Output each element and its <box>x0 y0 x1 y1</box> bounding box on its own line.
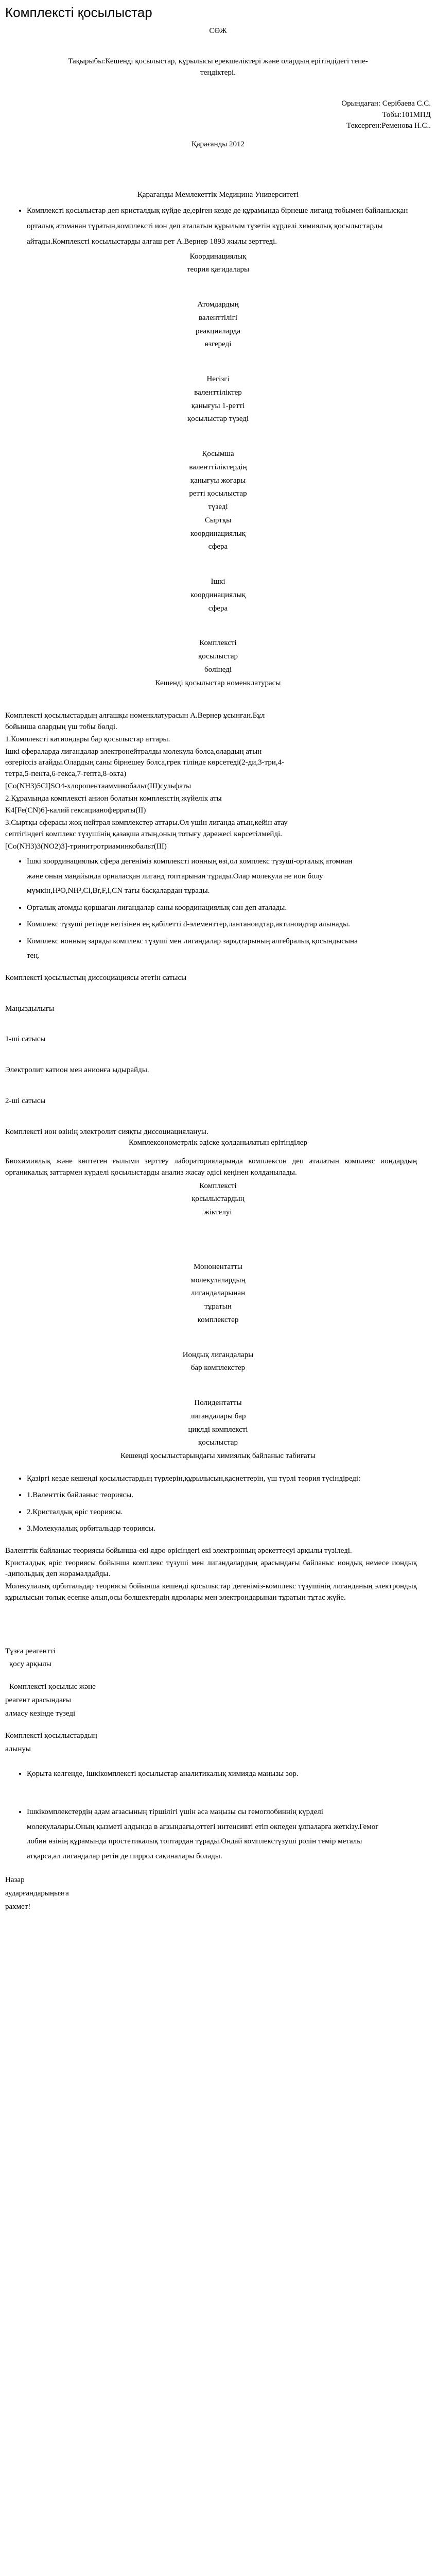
schema-line: бар комплекстер <box>190 1364 246 1372</box>
schema-line: сфера <box>208 543 228 551</box>
classification-bullet: • Комплекс ионның заряды комплекс түзуші мен лигандалар зарядтарының алгебралық қосындысына тең. <box>27 934 367 963</box>
schema-line: жіктелуі <box>204 1208 232 1217</box>
nomenclature-line: [Co(NH3)5Cl]SO4-хлоропентааммикобальт(III)сульфаты <box>5 782 191 790</box>
stage-2-label: 2-ші сатысы <box>5 1096 46 1105</box>
tail-line: Комплексті қосылыстардың <box>5 1732 97 1740</box>
tail-line: Комплексті қосылыс және <box>9 1683 96 1691</box>
nomenclature-line: [Co(NH3)3(NO2)3]-тринитротриаминкобальт(III) <box>5 842 167 851</box>
schema-line: тұратын <box>204 1302 232 1311</box>
schema-group <box>141 577 295 614</box>
schema-line: Кешенді қосылыстар номенклатурасы <box>155 679 281 687</box>
theories-section <box>5 1546 417 1604</box>
schema-line: түзеді <box>208 503 228 512</box>
schema-line: валенттілігі <box>198 313 238 322</box>
stage-1-text: Электролит катион мен анионға ыдырайды. <box>5 1066 149 1075</box>
schema-group <box>141 1262 295 1326</box>
schema-line: Қосымша <box>202 450 234 459</box>
schema-line: лигандаларынан <box>190 1289 246 1298</box>
tail-line: алынуы <box>5 1745 31 1754</box>
nomenclature-line: 2.Құрамында комплексті анион болатын комплекстің жүйелік аты <box>5 794 222 803</box>
biochemistry-paragraph: Биохимиялық және көптеген ғылыми зерттеу лабораторияларында комплексон деп аталатын комплекс иондардың органикалық заттармен күрделі қосылыстарды анализ жасау әдісі кеңінен қолданылады. <box>5 1157 417 1177</box>
schema-line: қанығуы 1-ретті <box>191 401 245 410</box>
schema-line: реакцияларда <box>196 327 240 335</box>
schema-block-1 <box>141 251 295 689</box>
schema-line: Иондық лигандалары <box>182 1350 254 1359</box>
schema-line: Ішкі <box>211 578 225 586</box>
schema-line: Комплексті <box>199 639 237 648</box>
schema-line: валенттіліктердің <box>189 463 247 471</box>
nomenclature-line: Комплексті қосылыстардың алғашқы номенклатурасын А.Вернер ұсынған.Бұл бойынша олардың үш тобы бөлді. <box>5 711 265 732</box>
tail-line: реагент арасындағы <box>5 1696 72 1704</box>
schema-group <box>141 251 295 276</box>
schema-line: сфера <box>208 604 228 613</box>
schema-line: лигандалары бар <box>190 1412 246 1420</box>
theory-paragraph: Кристалдық өріс теориясы бойынша комплекс түзуші мен лигандалардың арасындағы байланыс иондық немесе иондық -дипольдық деп жорамалдайды. <box>5 1558 417 1579</box>
schema-line: валенттіліктер <box>194 388 242 397</box>
cover-checker: Тексерген:Ременова Н.С.. <box>346 122 431 130</box>
bond-bullet: • Қазіргі кезде кешенді қосылыстардың түрлерін,құрылысын,қасиеттерін, үш түрлі теория түсіндіреді: <box>27 1471 387 1486</box>
schema-line: Сыртқы <box>204 516 232 524</box>
tail-schema <box>5 1646 431 1755</box>
schema-line: өзгереді <box>204 340 232 349</box>
schema-line: молекулалардың <box>190 1276 246 1284</box>
schema-line: теория қағидалары <box>186 265 250 274</box>
document-title: Комплексті қосылыстар <box>5 5 152 20</box>
schema-group <box>141 449 295 553</box>
schema-group <box>141 1350 295 1375</box>
schema-line: қосылыстар <box>198 652 238 661</box>
intro-bullet: • Комплексті қосылыстар деп кристалдық күйде де,еріген кезде де құрамында бірнеше лиганд тобымен байланысқан орталық атоманан тұратын,комплексті ион деп аталатын құрылым түзетін күрделі химиялық қосылыстарды айтады.Комплексті қосылыстарды алғаш рет А.Вернер 1893 жылы зерттеді. <box>27 203 431 249</box>
bond-bullet: • 1.Валенттік байланыс теориясы. <box>27 1488 387 1503</box>
bond-bullet: • 2.Кристалдық өріс теориясы. <box>27 1505 387 1520</box>
classification-list <box>20 854 367 963</box>
nomenclature-section <box>5 710 293 852</box>
cover-subtitle: СӨЖ <box>209 26 227 35</box>
schema-line: бөлінеді <box>204 665 232 674</box>
schema-line: Атомдардың <box>197 300 239 309</box>
theory-paragraph: Молекулалық орбитальдар теориясы бойынша кешенді қосылыстар дегеніміз-комплекс түзушінің лиганданың электрондық құрылысын толық есепке алып,осы бөлшектердің ядролары мен электрондарынан тұратын тұтас жүйе. <box>5 1582 417 1602</box>
bond-bullet: • 3.Молекулалық орбитальдар теориясы. <box>27 1521 387 1536</box>
classification-bullet: • Орталық атомды қоршаған лигандалар саны координациялық сан деп аталады. <box>27 901 367 916</box>
schema-line: Полидентатты <box>194 1399 242 1408</box>
schema-group <box>141 1181 295 1218</box>
schema-line: Негізгі <box>206 375 230 384</box>
schema-group <box>141 299 295 350</box>
schema-line: комплекстер <box>197 1315 239 1324</box>
schema-line: Координациялық <box>189 252 247 261</box>
complexometry-heading: Комплексонометрлік әдіске қолданылатын ерітінділер <box>129 1139 307 1147</box>
conclusion-list-2 <box>20 1805 387 1863</box>
stage-1-label: 1-ші сатысы <box>5 1035 46 1044</box>
schema-line: ретті қосылыстар <box>189 489 247 498</box>
nomenclature-line: K4[Fe(CN)6]-калий гексацианоферраты(II) <box>5 806 146 815</box>
conclusion-list <box>20 1767 387 1782</box>
closing-line: Назар <box>5 1876 25 1885</box>
cover-topic: Тақырыбы:Кешенді қосылыстар, құрылысы ерекшеліктері және олардың ерітіндідегі тепе-теңдіктері. <box>68 57 368 77</box>
closing-line: аударғандарыңызға <box>5 1889 69 1898</box>
intro-list <box>20 203 431 249</box>
tail-line: алмасу кезінде түзеді <box>5 1709 76 1718</box>
schema-group <box>141 638 295 689</box>
conclusion-bullet: • Ішкікомплекстердің адам ағзасының тіршілігі үшін аса маңызы сы гемоглобиннің күрделі молекулалары.Оның қызметі алдында в ағзындағы,оттегі интенсивті етіп өкпеден ұлпаларға жеткізу.Гемог лобин өзінің құрамында простетикалық топтардан тұрады.Ондай комплекстүзуші ролін темір металы атқарса,ал лигандалар ретін де пиррол сақиналары болады. <box>27 1805 387 1863</box>
schema-line: қанығуы жоғары <box>190 476 246 485</box>
cover-author: Орындаған: Серібаева С.С. <box>341 99 431 108</box>
schema-line: циклді комплексті <box>188 1425 248 1434</box>
tail-line: қосу арқылы <box>9 1660 51 1669</box>
schema-group <box>141 374 295 425</box>
stage-2-text: Комплексті ион өзінің электролит сияқты диссоциациялануы. <box>5 1127 208 1136</box>
dissociation-heading: Комплексті қосылыстың диссоциациясы әтетін сатысы <box>5 973 187 982</box>
schema-block-2 <box>141 1181 295 1449</box>
schema-line: координациялық <box>190 590 246 599</box>
conclusion-bullet: • Қорыта келгенде, ішкікомплексті қосылыстар аналитикалық химияда маңызы зор. <box>27 1767 387 1782</box>
cover-city-year: Қарағанды 2012 <box>191 140 245 149</box>
theory-paragraph: Валенттік байланыс теориясы бойынша-екі ядро өрісіндегі екі электронның әрекеттесуі арқылы түзіледі. <box>5 1546 352 1555</box>
nomenclature-line: 3.Сыртқы сферасы жоқ нейтрал комплекстер аттары.Ол ушін лиганда атын,кейін атау септігіндегі комплекс түзушінің қазақша атың,оның тотығу дәрежесі көрсетілмейді. <box>5 819 288 838</box>
schema-group <box>141 1398 295 1449</box>
classification-bullet: • Комплекс түзуші ретінде негізінен ең қабілетті d-элементтер,лантаноидтар,актиноидтар алынады. <box>27 917 367 932</box>
bond-theory-list <box>20 1471 387 1536</box>
schema-line: координациялық <box>190 529 246 538</box>
schema-line: Комплексті <box>199 1181 237 1190</box>
closing-block <box>5 1875 431 1912</box>
closing-line: рахмет! <box>5 1902 31 1911</box>
tail-line: Тұзға реагенттi <box>5 1647 56 1655</box>
schema-line: Мононентатты <box>194 1262 242 1271</box>
importance-label: Маңыздылығы <box>5 1004 55 1013</box>
schema-line: қосылыстардың <box>191 1195 245 1204</box>
schema-line: қосылыстар түзеді <box>187 415 249 423</box>
nomenclature-line: Ішкі сфераларда лигандалар электронейтралды молекула болса,олардың атын өзгеріссіз атайды.Олардың саны бірнешеу болса,грек тілінде көрсетеді(2-ди,3-три,4-тетра,5-пента,6-гекса,7-гепта,8-окта) <box>5 747 285 778</box>
classification-bullet: • Ішкі координациялық сфера дегеніміз комплексті ионның өзі,ол комплекс түзуші-орталық атомнан және оның маңайында орналасқан лиганд топтарынан тұрады.Олар молекула не ион болу мүмкін,H²O,NH³,Cl,Br,F,I,CN тағы басқалардан тұрады. <box>27 854 367 899</box>
nomenclature-line: 1.Комплексті катиондары бар қосылыстар аттары. <box>5 735 170 743</box>
cover-group: Тобы:101МПД <box>382 110 431 119</box>
schema-line: қосылыстар <box>198 1438 238 1447</box>
cover-university: Қарағанды Мемлекеттік Медицина Университеті <box>137 190 299 199</box>
chemical-bond-heading: Кешенді қосылыстарындағы химиялық байланыс табиғаты <box>120 1452 316 1461</box>
